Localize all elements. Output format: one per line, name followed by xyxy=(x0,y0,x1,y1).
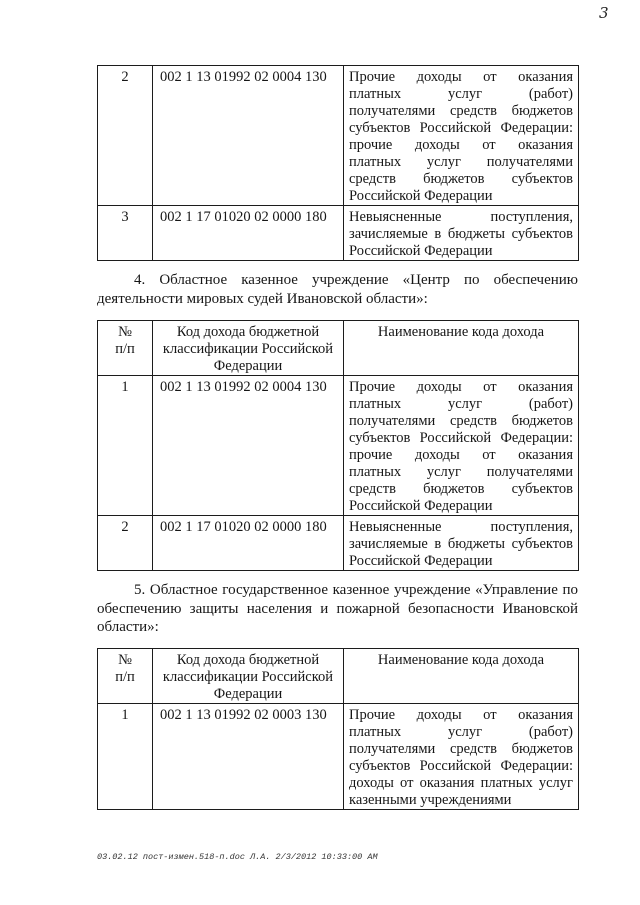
name-line: Российской Федерации xyxy=(349,498,493,514)
income-name xyxy=(344,516,579,571)
paragraph-line: деятельности мировых судей Ивановской области»: xyxy=(97,290,428,307)
name-line: прочие доходы от оказания xyxy=(349,137,573,153)
paragraph-line: обеспечению защиты населения и пожарной безопасности Ивановской xyxy=(97,600,578,617)
name-line: зачисляемые в бюджеты субъектов xyxy=(349,226,573,242)
header-line: Код дохода бюджетной xyxy=(176,324,320,340)
header-number xyxy=(98,649,153,704)
table-row xyxy=(98,704,579,810)
name-line: получателями средств бюджетов xyxy=(349,103,573,119)
name-line: платных услуг получателями xyxy=(349,464,573,480)
income-table-section-5 xyxy=(97,648,578,810)
name-line: Прочие доходы от оказания xyxy=(349,707,573,723)
income-name xyxy=(344,704,579,810)
name-line: Прочие доходы от оказания xyxy=(349,379,573,395)
income-code: 002 1 17 01020 02 0000 180 xyxy=(153,516,344,571)
paragraph-line: 5. Областное государственное казенное учреждение «Управление по xyxy=(134,582,578,598)
table-row xyxy=(98,66,579,206)
table-row xyxy=(98,206,579,261)
income-name xyxy=(344,206,579,261)
header-line: Федерации xyxy=(213,358,283,374)
header-line: № xyxy=(118,324,132,340)
header-code xyxy=(153,321,344,376)
table-header-row xyxy=(98,649,579,704)
name-line: субъектов Российской Федерации: xyxy=(349,120,573,136)
header-code xyxy=(153,649,344,704)
header-name xyxy=(344,649,579,704)
income-table xyxy=(97,648,579,810)
header-line: классификации Российской xyxy=(162,341,334,357)
document-footer: 03.02.12 пост-измен.518-п.doc Л.А. 2/3/2012 10:33:00 AM xyxy=(97,852,378,862)
income-code: 002 1 13 01992 02 0004 130 xyxy=(153,66,344,206)
page-number: 3 xyxy=(599,4,609,22)
table-header-row xyxy=(98,321,579,376)
name-line: субъектов Российской Федерации: xyxy=(349,758,573,774)
header-line: Наименование кода дохода xyxy=(377,652,545,668)
name-line: платных услуг (работ) xyxy=(349,396,573,412)
name-line: платных услуг получателями xyxy=(349,154,573,170)
table-row xyxy=(98,376,579,516)
header-line: Наименование кода дохода xyxy=(377,324,545,340)
header-line: классификации Российской xyxy=(162,669,334,685)
income-table-continued xyxy=(97,65,578,261)
income-name xyxy=(344,376,579,516)
name-line: получателями средств бюджетов xyxy=(349,741,573,757)
income-table xyxy=(97,65,579,261)
header-line: п/п xyxy=(115,669,135,685)
header-line: п/п xyxy=(115,341,135,357)
name-line: получателями средств бюджетов xyxy=(349,413,573,429)
paragraph-line: 4. Областное казенное учреждение «Центр по обеспечению xyxy=(134,272,578,288)
row-number: 3 xyxy=(98,206,153,261)
name-line: платных услуг (работ) xyxy=(349,86,573,102)
name-line: прочие доходы от оказания xyxy=(349,447,573,463)
name-line: Российской Федерации xyxy=(349,188,493,204)
name-line: платных услуг (работ) xyxy=(349,724,573,740)
income-code: 002 1 17 01020 02 0000 180 xyxy=(153,206,344,261)
name-line: зачисляемые в бюджеты субъектов xyxy=(349,536,573,552)
header-number xyxy=(98,321,153,376)
name-line: Российской Федерации xyxy=(349,553,493,569)
header-line: Код дохода бюджетной xyxy=(176,652,320,668)
header-line: № xyxy=(118,652,132,668)
row-number: 1 xyxy=(98,376,153,516)
income-table xyxy=(97,320,579,571)
name-line: средств бюджетов субъектов xyxy=(349,481,573,497)
section-5-paragraph xyxy=(97,581,578,637)
row-number: 1 xyxy=(98,704,153,810)
name-line: Невыясненные поступления, xyxy=(349,209,573,225)
income-code: 002 1 13 01992 02 0004 130 xyxy=(153,376,344,516)
income-table-section-4 xyxy=(97,320,578,571)
name-line: субъектов Российской Федерации: xyxy=(349,430,573,446)
section-4-paragraph xyxy=(97,271,578,308)
name-line: Прочие доходы от оказания xyxy=(349,69,573,85)
name-line: казенными учреждениями xyxy=(349,792,512,808)
income-name xyxy=(344,66,579,206)
table-row xyxy=(98,516,579,571)
name-line: средств бюджетов субъектов xyxy=(349,171,573,187)
header-name xyxy=(344,321,579,376)
header-line: Федерации xyxy=(213,686,283,702)
name-line: доходы от оказания платных услуг xyxy=(349,775,573,791)
name-line: Невыясненные поступления, xyxy=(349,519,573,535)
paragraph-line: области»: xyxy=(97,619,159,635)
name-line: Российской Федерации xyxy=(349,243,493,259)
income-code: 002 1 13 01992 02 0003 130 xyxy=(153,704,344,810)
row-number: 2 xyxy=(98,516,153,571)
row-number: 2 xyxy=(98,66,153,206)
